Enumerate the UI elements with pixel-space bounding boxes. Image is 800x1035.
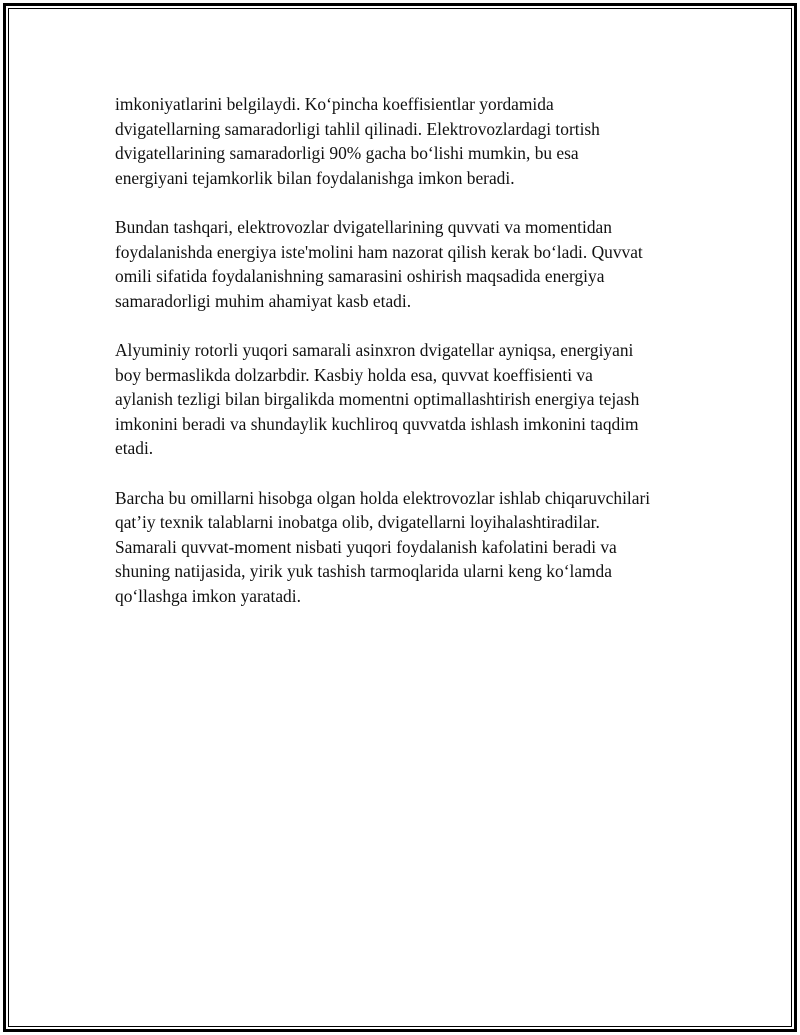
paragraph-2 (115, 215, 695, 313)
text-line: imkonini beradi va shundaylik kuchliroq quvvatda ishlash imkonini taqdim (115, 413, 639, 434)
text-line: samaradorligi muhim ahamiyat kasb etadi. (115, 290, 412, 311)
paragraph-1 (115, 92, 695, 190)
text-line: dvigatellarning samaradorligi tahlil qilinadi. Elektrovozlardagi tortish (115, 118, 600, 139)
text-line: qo‘llashga imkon yaratadi. (115, 585, 301, 606)
text-line: Bundan tashqari, elektrovozlar dvigatellarining quvvati va momentidan (115, 216, 612, 237)
text-line: aylanish tezligi bilan birgalikda momentni optimallashtirish energiya tejash (115, 389, 640, 410)
text-line: boy bermaslikda dolzarbdir. Kasbiy holda esa, quvvat koeffisienti va (115, 364, 593, 385)
text-line: etadi. (115, 438, 154, 459)
text-line: qat’iy texnik talablarni inobatga olib, dvigatellarni loyihalashtiradilar. (115, 512, 600, 533)
text-line: imkoniyatlarini belgilaydi. Ko‘pincha koeffisientlar yordamida (115, 94, 554, 114)
text-line: Barcha bu omillarni hisobga olgan holda elektrovozlar ishlab chiqaruvchilari (115, 487, 651, 508)
text-line: foydalanishda energiya iste'molini ham nazorat qilish kerak bo‘ladi. Quvvat (115, 241, 643, 262)
document-body (115, 92, 695, 633)
text-line: shuning natijasida, yirik yuk tashish tarmoqlarida ularni keng ko‘lamda (115, 561, 612, 582)
paragraph-3 (115, 338, 695, 461)
text-line: Alyuminiy rotorli yuqori samarali asinxron dvigatellar ayniqsa, energiyani (115, 339, 634, 360)
text-line: omili sifatida foydalanishning samarasini oshirish maqsadida energiya (115, 266, 605, 287)
text-line: energiyani tejamkorlik bilan foydalanishga imkon beradi. (115, 167, 515, 188)
paragraph-4 (115, 486, 695, 609)
text-line: Samarali quvvat-moment nisbati yuqori foydalanish kafolatini beradi va (115, 536, 617, 557)
text-line: dvigatellarining samaradorligi 90% gacha bo‘lishi mumkin, bu esa (115, 143, 579, 164)
